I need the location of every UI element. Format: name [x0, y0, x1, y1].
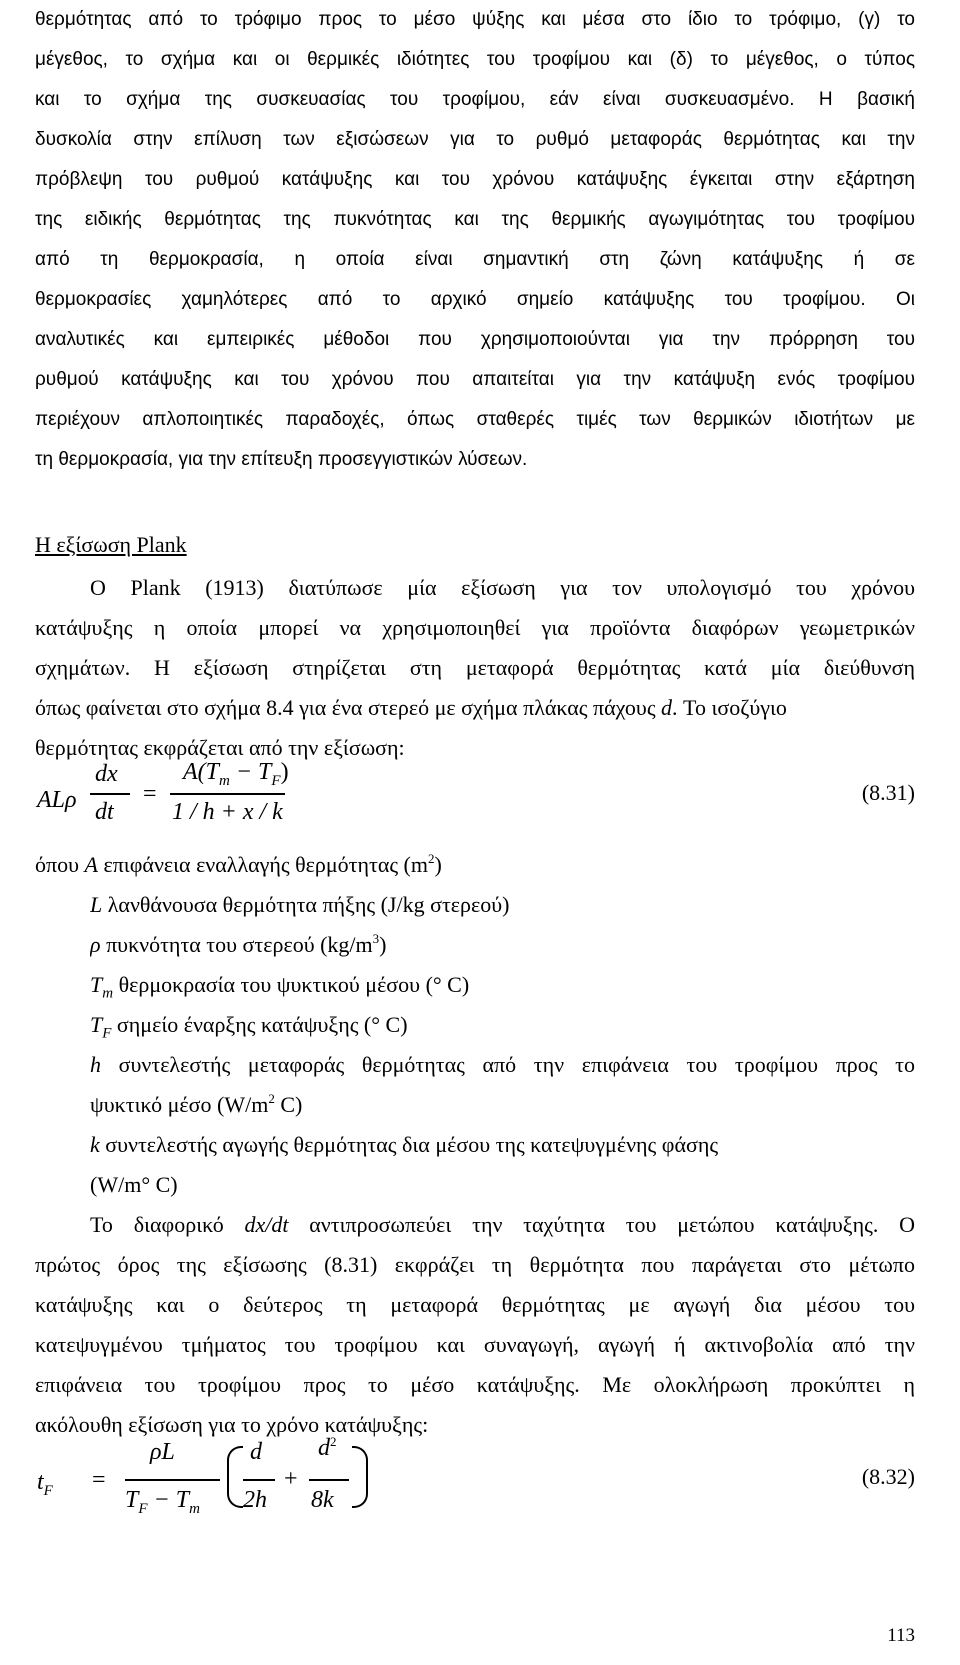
symbol-description: ψυκτικό μέσο (W/m — [90, 1092, 269, 1117]
eq-lhs-numerator: dx — [95, 761, 118, 787]
eq-superscript: 2 — [330, 1434, 337, 1449]
eq-term1-numerator: d — [250, 1439, 262, 1465]
paragraph-line: της ειδικής θερμότητας της πυκνότητας και της θερμικής αγωγιμότητας του τροφίμου — [35, 209, 915, 230]
superscript: 2 — [268, 1091, 275, 1106]
paragraph-text: . Το ισοζύγιο — [672, 695, 787, 720]
paragraph-text: αντιπροσωπεύει την ταχύτητα του μετώπου κατάψυξης. Ο — [288, 1212, 915, 1237]
eq-subscript: F — [138, 1500, 148, 1517]
paragraph-line: ακόλουθη εξίσωση για το χρόνο κατάψυξης: — [35, 1412, 429, 1437]
paragraph-line — [90, 1205, 915, 1245]
fraction-bar — [170, 793, 285, 795]
eq-text: − T — [147, 1487, 190, 1513]
paragraph-line: Ο Plank (1913) διατύπωσε μία εξίσωση για τον υπολογισμό του χρόνου — [90, 575, 915, 600]
paragraph-line: μέγεθος, το σχήμα και οι θερμικές ιδιότητες του τροφίμου και (δ) το μέγεθος, ο τύπος — [35, 49, 915, 70]
section-heading: Η εξίσωση Plank — [35, 532, 187, 557]
symbol-definition — [90, 885, 915, 925]
eq-subscript: F — [43, 1482, 53, 1499]
symbol-d: d — [661, 695, 673, 720]
symbol-description: συντελεστής αγωγής θερμότητας δια μέσου της κατεψυγμένης φάσης — [99, 1132, 719, 1157]
eq-equals: = — [143, 781, 157, 807]
symbol-definition — [35, 845, 915, 885]
symbol-description: επιφάνεια εναλλαγής θερμότητας (m — [97, 852, 428, 877]
symbol-definition — [90, 965, 915, 1005]
symbol-description: λανθάνουσα θερμότητα πήξης (J/kg στερεού) — [102, 892, 510, 917]
eq-lhs-denominator: dt — [95, 799, 114, 825]
fraction-bar — [125, 1479, 220, 1481]
eq-term2-denominator: 8k — [311, 1487, 334, 1513]
eq-text: A(T — [183, 759, 219, 785]
symbol-definition-continued: (W/m° C) — [90, 1172, 178, 1197]
paragraph-line: περιέχουν απλοποιητικές παραδοχές, όπως σταθερές τιμές των θερμικών ιδιοτήτων με — [35, 409, 915, 430]
eq-subscript: m — [189, 1500, 200, 1517]
paragraph-line: τη θερμοκρασία, για την επίτευξη προσεγγιστικών λύσεων. — [35, 449, 528, 470]
eq-numerator: ρL — [150, 1439, 175, 1465]
paragraph-line: σχημάτων. Η εξίσωση στηρίζεται στη μεταφορά θερμότητας κατά μία διεύθυνση — [35, 655, 915, 680]
symbol: h — [90, 1052, 101, 1077]
paragraph-text: Το διαφορικό — [90, 1212, 245, 1237]
paragraph-text: όπως φαίνεται στο σχήμα 8.4 για ένα στερεό με σχήμα πλάκας πάχους — [35, 695, 662, 720]
symbol: A — [84, 852, 98, 877]
paragraph-line: από τη θερμοκρασία, η οποία είναι σημαντική στη ζώνη κατάψυξης ή σε — [35, 249, 915, 270]
symbol-description: C) — [274, 1092, 303, 1117]
left-parenthesis — [227, 1446, 243, 1508]
symbol: T — [90, 972, 103, 997]
eq-plus: + — [284, 1466, 298, 1492]
page-number: 113 — [887, 1625, 915, 1646]
eq-text: t — [37, 1469, 44, 1495]
eq-rhs-denominator: 1 / h + x / k — [172, 799, 283, 825]
paragraph-line: θερμότητας από το τρόφιμο προς το μέσο ψύξης και μέσα στο ίδιο το τρόφιμο, (γ) το — [35, 9, 915, 30]
eq-subscript: m — [219, 772, 230, 789]
fraction-bar — [243, 1479, 275, 1481]
symbol-definition — [90, 1045, 915, 1085]
symbol-description: συντελεστής μεταφοράς θερμότητας από την επιφάνεια του τροφίμου προς το — [101, 1052, 915, 1077]
eq-rhs-numerator — [183, 760, 289, 789]
superscript: 2 — [428, 851, 435, 866]
paragraph-line: πρώτος όρος της εξίσωσης (8.31) εκφράζει τη θερμότητα που παράγεται στο μέτωπο — [35, 1252, 915, 1277]
eq-text: T — [125, 1487, 139, 1513]
paragraph-line: και το σχήμα της συσκευασίας του τροφίμου, εάν είναι συσκευασμένο. Η βασική — [35, 89, 915, 110]
eq-lhs — [37, 1470, 53, 1499]
superscript: 3 — [372, 931, 380, 946]
paragraph-line: θερμοκρασίες χαμηλότερες από το αρχικό σημείο κατάψυξης του τροφίμου. Οι — [35, 289, 915, 310]
equation-number: (8.31) — [861, 780, 915, 805]
paragraph-line: κατεψυγμένου τμήματος του τροφίμου και συναγωγή, αγωγή ή ακτινοβολία από την — [35, 1332, 915, 1357]
paragraph-line: κατάψυξης η οποία μπορεί να χρησιμοποιηθεί για προϊόντα διαφόρων γεωμετρικών — [35, 615, 915, 640]
eq-term1-denominator: 2h — [243, 1487, 267, 1513]
symbol-definition — [90, 925, 915, 965]
symbol: L — [90, 892, 103, 917]
symbol-definition — [90, 1125, 915, 1165]
subscript: m — [102, 985, 114, 1002]
eq-text: − T — [229, 759, 272, 785]
paragraph-line: κατάψυξης και ο δεύτερος τη μεταφορά θερμότητας με αγωγή δια μέσου του — [35, 1292, 915, 1317]
symbol-definition — [90, 1005, 915, 1045]
eq-lhs-coefficient: ALρ — [37, 787, 77, 813]
symbol-description: θερμοκρασία του ψυκτικού μέσου (° C) — [113, 972, 470, 997]
symbol-dxdt: dx/dt — [244, 1212, 289, 1237]
symbol: T — [90, 1012, 103, 1037]
right-parenthesis — [352, 1446, 368, 1508]
symbol-description: ) — [379, 932, 387, 957]
symbol: k — [90, 1132, 100, 1157]
eq-text: ) — [280, 759, 289, 785]
paragraph-line — [35, 688, 915, 728]
symbol-description: σημείο έναρξης κατάψυξης (° C) — [111, 1012, 408, 1037]
fraction-bar — [90, 793, 130, 795]
paragraph-line: επιφάνεια του τροφίμου προς το μέσο κατάψυξης. Με ολοκλήρωση προκύπτει η — [35, 1372, 915, 1397]
paragraph-line: αναλυτικές και εμπειρικές μέθοδοι που χρησιμοποιούνται για την πρόρρηση του — [35, 329, 915, 350]
eq-text: d — [318, 1435, 330, 1461]
eq-subscript: F — [271, 772, 281, 789]
equation-number: (8.32) — [861, 1464, 915, 1489]
symbol-description: πυκνότητα του στερεού (kg/m — [100, 932, 373, 957]
paragraph-line: ρυθμού κατάψυξης και του χρόνου που απαιτείται για την κατάψυξη ενός τροφίμου — [35, 369, 915, 390]
symbol-description: ) — [434, 852, 442, 877]
paragraph-line: θερμότητας εκφράζεται από την εξίσωση: — [35, 735, 405, 760]
where-label: όπου — [35, 852, 85, 877]
fraction-bar — [309, 1479, 349, 1481]
eq-denominator — [125, 1488, 200, 1517]
symbol-definition-continued — [90, 1085, 915, 1125]
eq-term2-numerator — [318, 1436, 337, 1460]
paragraph-line: δυσκολία στην επίλυση των εξισώσεων για το ρυθμό μεταφοράς θερμότητας και την — [35, 129, 915, 150]
eq-equals: = — [92, 1467, 106, 1493]
subscript: F — [102, 1025, 112, 1042]
symbol: ρ — [90, 932, 101, 957]
paragraph-line: πρόβλεψη του ρυθμού κατάψυξης και του χρόνου κατάψυξης έγκειται στην εξάρτηση — [35, 169, 915, 190]
